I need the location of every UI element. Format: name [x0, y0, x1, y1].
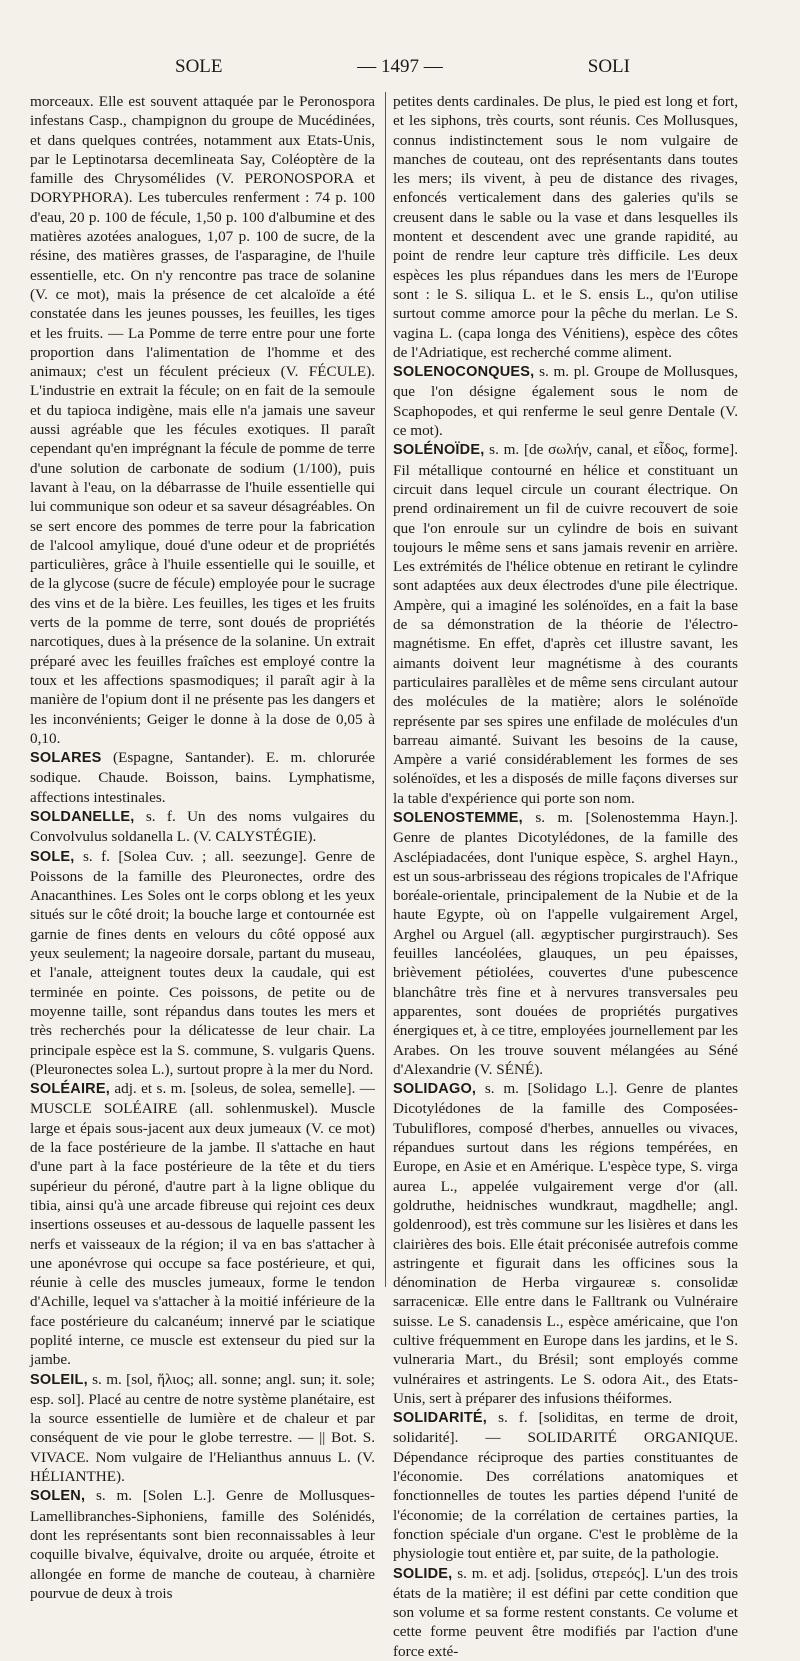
entry-text: s. f. [soliditas, en terme de droit, solidarité]. — SOLIDARITÉ ORGANIQUE. Dépendance réciproque des parties constituantes de l'économie. Des corrélations anatomiques et fonctionnelles de toutes les parties dépend l'unité de l'économie; de la corrélation de certaines parties, la fonction spéciale d'un organe. C'est le problème de la physiologie tout entière et, par suite, de la pathologie.	[393, 1409, 738, 1563]
page-number: — 1497 —	[357, 56, 443, 77]
entry-term: SOLEN,	[30, 1488, 86, 1505]
entry-text: s. m. [de σωλήν, canal, et εἶδος, forme]. Fil métallique contourné en hélice et constituant un circuit dans lequel circule un courant électrique. On prend ordinairement un fil de cuivre recouvert de soie que l'on enroule sur un cylindre de bois en suivant toujours le même sens et sans jamais revenir en arrière. Les extrémités de l'hélice obtenue en retirant le cylindre sont adaptées aux deux électrodes d'une pile électrique. Ampère, qui a imaginé les solénoïdes, en a fait la base de sa démonstration de la théorie de l'électro-magnétisme. En effet, d'après cet illustre savant, les aimants doivent leur magnétisme à des courants particulaires parallèles et de même sens circulant autour des molécules de la matière; alors le solénoïde représente par ses spires une enfilade de molécules d'un barreau aimanté. Suivant les besoins de la cause, Ampère a varié considérablement les formes de ses solénoïdes, et les a disposés de mille façons diverses sur la table d'expérience qui porte son nom.	[393, 441, 738, 807]
entry-text: s. f. [Solea Cuv. ; all. seezunge]. Genre de Poissons de la famille des Pleuronectes, ordre des Anacanthines. Les Soles ont le corps oblong et les yeux situés sur le côté droit; la bouche large et contournée est garnie de fines dents en velours du côté opposé aux yeux seulement; la nageoire dorsale, partant du museau, et l'anale, atteignent toutes deux la caudale, qui est terminée en pointe. Ces poissons, de petite ou de moyenne taille, sont répandus dans toutes les mers et très recherchés pour la délicatesse de leur chair. La principale espèce est la S. commune, S. vulgaris Quens. (Pleuronectes solea L.), surtout propre à la mer du Nord.	[30, 847, 375, 1078]
left-column	[30, 92, 375, 1602]
entry-term: SOLE,	[30, 848, 75, 865]
dictionary-entry	[30, 847, 375, 1080]
entry-term: SOLIDARITÉ,	[393, 1410, 488, 1427]
dictionary-entry	[30, 807, 375, 847]
entry-text: s. m. [sol, ἥλιος; all. sonne; angl. sun; it. sole; esp. sol]. Placé au centre de notre système planétaire, est la source essentielle de lumière et de chaleur et par conséquent de vie pour le globe terrestre. — || Bot. S. VIVACE. Nom vulgaire de l'Helianthus annuus L. (V. HÉLIANTHE).	[30, 1370, 375, 1486]
dictionary-entry	[393, 362, 738, 440]
dictionary-entry	[393, 1079, 738, 1408]
header-left-word: SOLE	[175, 56, 223, 77]
dictionary-entry	[393, 1564, 738, 1661]
entry-continuation: morceaux. Elle est souvent attaquée par le Peronospora infestans Casp., champignon du groupe de Mucédinées, et dans quelques contrées, notamment aux Etats-Unis, par le Leptinotarsa decemlineata Say, Coléoptère de la famille des Chrysomélides (V. PERONOSPORA et DORYPHORA). Les tubercules renferment : 74 p. 100 d'eau, 20 p. 100 de fécule, 1,50 p. 100 d'albumine et des matières azotées analogues, 1,07 p. 100 de sucre, de la résine, des matières grasses, de l'asparagine, de l'huile essentielle, etc. On n'y rencontre pas trace de solanine (V. ce mot), mais la présence de cet alcaloïde a été constatée dans les jeunes pousses, les feuilles, les tiges et les fruits. — La Pomme de terre entre pour une forte proportion dans l'alimentation de l'homme et des animaux; c'est un féculent précieux (V. FÉCULE). L'industrie en extrait la fécule; on en fait de la semoule et du tapioca indigène, mais elle n'a jamais une saveur aussi agréable que les fécules exotiques. Il paraît cependant qu'en imprégnant la fécule de pomme de terre d'une solution de carbonate de sodium (1/100), puis lavant à l'eau, on la débarrasse de l'huile essentielle qui lui communique son odeur et sa saveur désagréables. On se sert encore des pommes de terre pour la fabrication de l'alcool amylique, doué d'une odeur et de propriétés particulières, grâce à l'huile essentielle qui le souille, et de la glycose (sucre de fécule) employée pour le sucrage des vins et de la bière. Les feuilles, les tiges et les fruits verts de la pomme de terre, sont doués de propriétés narcotiques, dues à la présence de la solanine. Un extrait préparé avec les feuilles fraîches est employé contre la toux et les affections spasmodiques; il paraît agir à la manière de l'opium dont il ne présente pas les dangers et les inconvénients; Geiger le donne à la dose de 0,05 à 0,10.	[30, 93, 375, 747]
dictionary-entry	[393, 808, 738, 1079]
entry-term: SOLENOCONQUES,	[393, 364, 535, 381]
dictionary-entry	[30, 1079, 375, 1369]
entry-text: s. f. Un des noms vulgaires du Convolvulus soldanella L. (V. CALYSTÉGIE).	[30, 807, 375, 846]
entry-term: SOLIDAGO,	[393, 1081, 477, 1098]
entry-text: adj. et s. m. [soleus, de solea, semelle]. — MUSCLE SOLÉAIRE (all. sohlenmuskel). Muscle large et épais sous-jacent aux deux jumeaux (V. ce mot) de la face postérieure de la jambe. Il s'attache en haut d'une part à la face postérieure de la tête et du tiers supérieur du péroné, d'autre part à la ligne oblique du tibia, ainsi qu'à une arcade fibreuse qui rejoint ces deux insertions osseuses et au-dessous de laquelle passent les nerfs et vaisseaux de la région; il va en bas s'attacher à une aponévrose qui occupe sa face postérieure, et qui, réunie à celle des muscles jumeaux, forme le tendon d'Achille, lequel va s'attacher à la moitié inférieure de la face postérieure du calcanéum; innervé par le sciatique poplité interne, ce muscle est extenseur du pied sur la jambe.	[30, 1080, 375, 1369]
entry-term: SOLÉNOÏDE,	[393, 442, 485, 459]
entry-term: SOLDANELLE,	[30, 808, 135, 825]
dictionary-entry	[393, 440, 738, 808]
dictionary-entry	[30, 1370, 375, 1487]
dictionary-entry	[30, 748, 375, 807]
entry-continuation: petites dents cardinales. De plus, le pied est long et fort, et les siphons, très courts, sont réunis. Ces Mollusques, connus indistinctement sous le nom vulgaire de manches de couteau, ont des représentants dans toutes les mers; ils vivent, à peu de distance des rivages, enfoncés verticalement dans des galeries qu'ils se creusent dans le sable ou la vase et dans lesquelles ils montent et descendent avec une grande rapidité, au point de rendre leur capture très difficile. Les deux espèces les plus répandues dans les mers de l'Europe sont : le S. siliqua L. et le S. ensis L., qu'on utilise surtout comme amorce pour la pêche du merlan. Le S. vagina L. (capa longa des Vénitiens), espèce des côtes de l'Adriatique, est recherché comme aliment.	[393, 93, 738, 361]
entry-text: s. m. [Solidago L.]. Genre de plantes Dicotylédones de la famille des Composées-Tubuliflores, composé d'herbes, annuelles ou vivaces, répandues surtout dans les régions tempérées, en Europe, en Asie et en Amérique. L'espèce type, S. virga aurea L., appelée vulgairement verge d'or (all. goldruthe, heidnisches wundkraut, magdhelle; angl. goldenrood), est très commune sur les lisières et dans les clairières des bois. Elle était préconisée autrefois comme astringente et figurait dans les officines sous la dénomination de Herba virgaureæ s. consolidæ sarracenicæ. Elle entre dans le Falltrank ou Vulnéraire suisse. Le S. canadensis L., espèce américaine, que l'on cultive fréquemment en Europe dans les jardins, et le S. vulneraria Mart., du Brésil; sont employés comme vulnéraires et astringents. Le S. odora Ait., des Etats-Unis, sert à préparer des infusions théiformes.	[393, 1080, 739, 1407]
entry-term: SOLIDE,	[393, 1565, 453, 1582]
entry-text: s. m. [Solenostemma Hayn.]. Genre de plantes Dicotylédones, de la famille des Asclépiadacées, dont l'unique espèce, S. arghel Hayn., est un sous-arbrisseau des régions tropicales de l'Afrique boréale-orientale, principalement de la Nubie et de la haute Egypte, où on l'appelle vulgairement Argel, Arghel ou Arguel (all. ægyptischer purgirstrauch). Ses feuilles lancéolées, glauques, un peu épaisses, brièvement pétiolées, couvertes d'une pubescence blanchâtre très fine et à nervures transversales peu apparentes, sont douées de propriétés purgatives énergiques et, à ce titre, employées journellement par les Arabes. On les trouve souvent mélangées au Séné d'Alexandrie (V. SÉNÉ).	[393, 808, 738, 1078]
entry-term: SOLÉAIRE,	[30, 1081, 110, 1098]
page-header	[40, 56, 760, 82]
entry-text: (Espagne, Santander). E. m. chlorurée sodique. Chaude. Boisson, bains. Lymphatisme, affections intestinales.	[30, 749, 375, 806]
dictionary-entry	[393, 1408, 738, 1563]
entry-term: SOLEIL,	[30, 1371, 88, 1388]
entry-text: s. m. et adj. [solidus, στερεός]. L'un des trois états de la matière; il est défini par cette condition que son volume et sa forme restent constants. Ce volume et cette forme peuvent être modifiés par l'action d'une force exté-	[393, 1564, 738, 1660]
entry-term: SOLENOSTEMME,	[393, 809, 523, 826]
header-right-word: SOLI	[587, 56, 630, 77]
right-column	[393, 92, 739, 1660]
entry-text: s. m. pl. Groupe de Mollusques, que l'on désigne également sous le nom de Scaphopodes, et qui renferme le seul genre Dentale (V. ce mot).	[393, 363, 738, 440]
dictionary-entry	[30, 1486, 375, 1603]
entry-term: SOLARES	[30, 750, 102, 767]
column-divider	[385, 92, 386, 1287]
entry-text: s. m. [Solen L.]. Genre de Mollusques-Lamellibranches-Siphoniens, famille des Solénidés, dont les représentants sont bien reconnaissables à leur coquille bivalve, équivalve, droite ou arquée, étroite et allongée en forme de manche de couteau, à charnière pourvue de deux à trois	[30, 1487, 375, 1602]
